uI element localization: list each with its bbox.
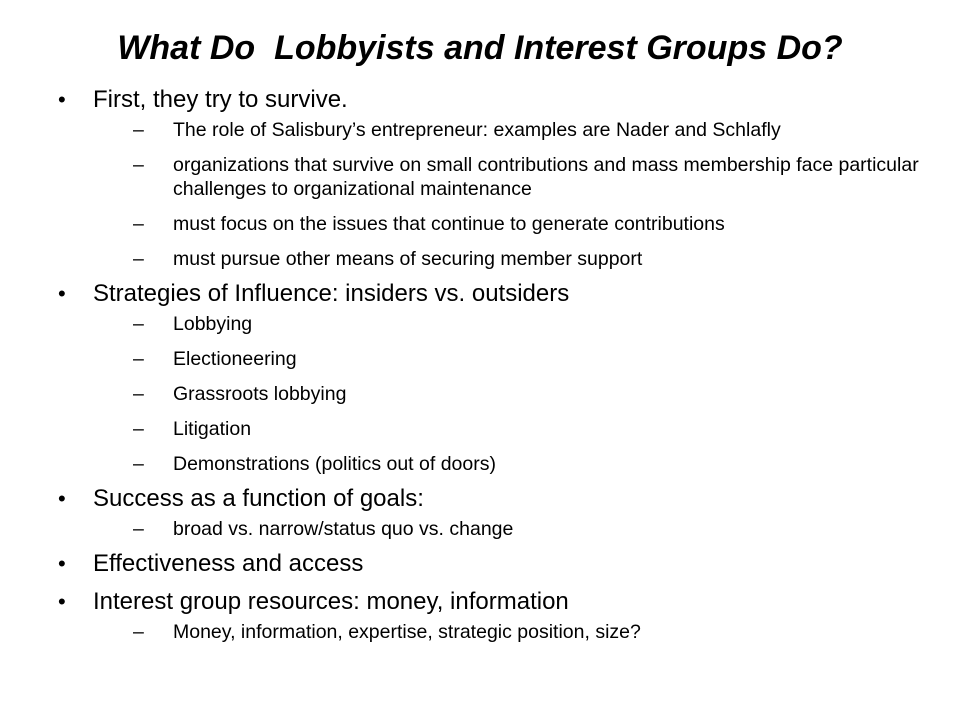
sub-item	[93, 118, 938, 142]
bullet-marker: •	[58, 87, 66, 112]
bullet-marker: •	[58, 281, 66, 306]
sub-text: organizations that survive on small contributions and mass membership face particular challenges to organizational maintenance	[173, 154, 919, 200]
sub-text: must focus on the issues that continue to generate contributions	[173, 213, 725, 235]
sub-marker: –	[133, 453, 144, 475]
sub-list	[93, 620, 938, 644]
sub-item	[93, 417, 938, 441]
sub-list	[93, 118, 938, 271]
sub-marker: –	[133, 213, 144, 235]
sub-text: Electioneering	[173, 348, 297, 370]
sub-marker: –	[133, 418, 144, 440]
bullet-marker: •	[58, 589, 66, 614]
sub-marker: –	[133, 518, 144, 540]
sub-marker: –	[133, 119, 144, 141]
slide-title: What Do Lobbyists and Interest Groups Do?	[117, 29, 843, 67]
sub-text: Litigation	[173, 418, 252, 440]
sub-list	[93, 517, 938, 541]
sub-item	[93, 347, 938, 371]
bullet-text: Strategies of Influence: insiders vs. outsiders	[93, 280, 570, 307]
sub-item	[93, 312, 938, 336]
sub-list	[93, 312, 938, 476]
bullet-marker: •	[58, 486, 66, 511]
bullet-item	[58, 484, 938, 541]
sub-item	[93, 452, 938, 476]
sub-text: Grassroots lobbying	[173, 383, 347, 405]
sub-text: Money, information, expertise, strategic position, size?	[173, 621, 641, 643]
sub-item	[93, 620, 938, 644]
sub-text: must pursue other means of securing member support	[173, 248, 643, 270]
sub-item	[93, 247, 938, 271]
sub-item	[93, 212, 938, 236]
sub-text: broad vs. narrow/status quo vs. change	[173, 518, 514, 540]
sub-marker: –	[133, 348, 144, 370]
bullet-marker: •	[58, 551, 66, 576]
bullet-text: First, they try to survive.	[93, 86, 348, 113]
sub-text: The role of Salisbury’s entrepreneur: examples are Nader and Schlafly	[173, 119, 781, 141]
sub-item	[93, 517, 938, 541]
bullet-item	[58, 549, 938, 579]
bullet-list	[58, 85, 938, 652]
sub-item	[93, 153, 938, 201]
sub-marker: –	[133, 383, 144, 405]
bullet-text: Success as a function of goals:	[93, 485, 424, 512]
sub-marker: –	[133, 154, 144, 176]
bullet-text: Effectiveness and access	[93, 550, 364, 577]
bullet-text: Interest group resources: money, information	[93, 588, 569, 615]
sub-marker: –	[133, 248, 144, 270]
bullet-item	[58, 85, 938, 271]
sub-marker: –	[133, 621, 144, 643]
sub-text: Demonstrations (politics out of doors)	[173, 453, 496, 475]
sub-item	[93, 382, 938, 406]
sub-marker: –	[133, 313, 144, 335]
bullet-item	[58, 279, 938, 476]
bullet-item	[58, 587, 938, 644]
sub-text: Lobbying	[173, 313, 253, 335]
